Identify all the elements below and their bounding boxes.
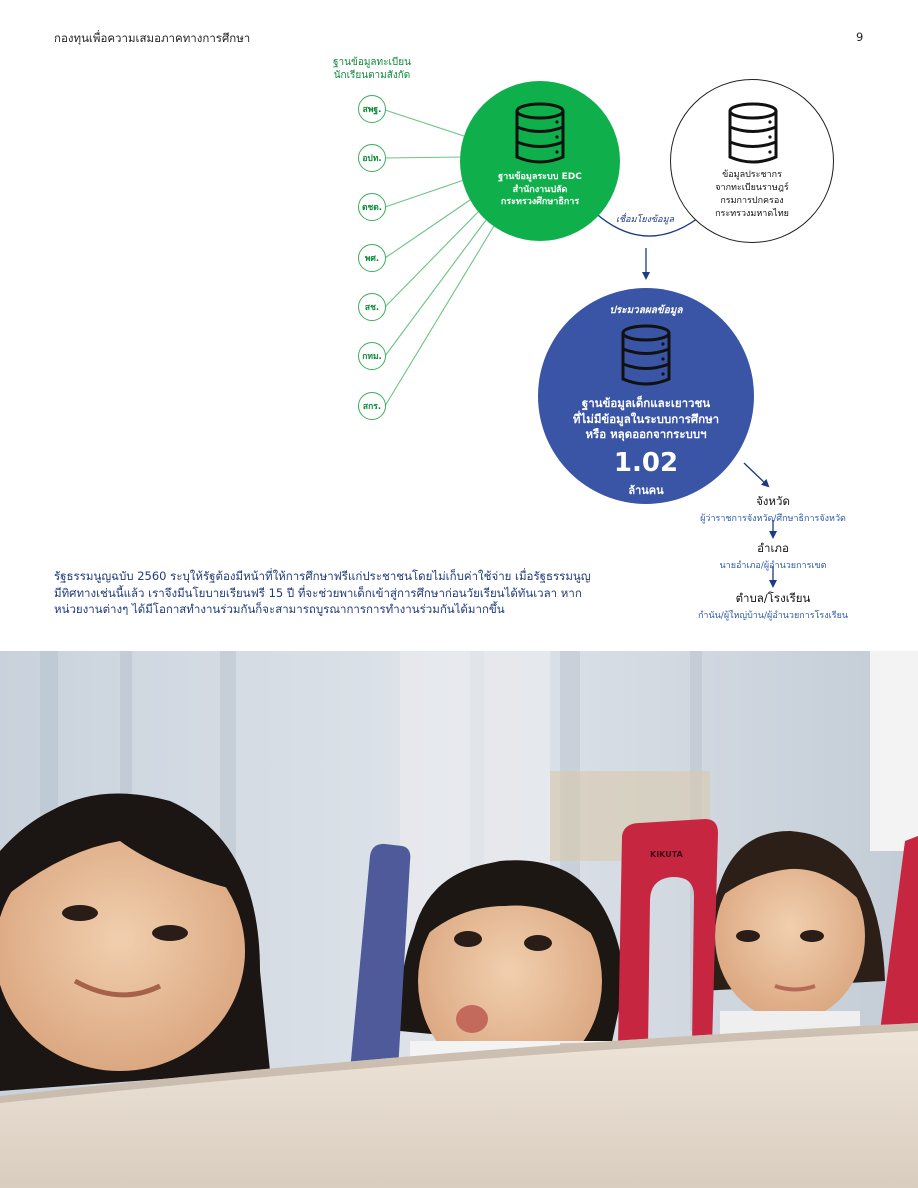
level-subtitle: นายอำเภอ/ผู้อำนวยการเขต [719, 561, 827, 571]
children-photo [0, 651, 918, 1188]
population-label: ข้อมูลประชากร จากทะเบียนราษฎร์ กรมการปกครอง กระทรวงมหาดไทย [715, 170, 789, 219]
bookend-label: KIKUTA [650, 850, 683, 859]
diag-arrow [744, 463, 768, 486]
processing-label: ประมวลผลข้อมูล [609, 305, 683, 316]
agency-node: กทม. [358, 342, 386, 370]
level-subtitle: กำนัน/ผู้ใหญ่บ้าน/ผู้อำนวยการโรงเรียน [697, 611, 848, 621]
link-label: เชื่อมโยงข้อมูล [615, 215, 675, 225]
database-icon [727, 102, 779, 166]
page-number: 9 [856, 30, 864, 44]
connector-line [385, 220, 486, 356]
edc-label: ฐานข้อมูลระบบ EDC สำนักงานปลัด กระทรวงศึกษาธิการ [498, 172, 582, 207]
agency-node: สพฐ. [358, 95, 386, 123]
connector-line [385, 200, 470, 258]
result-label: ฐานข้อมูลเด็กและเยาวชน ที่ไม่มีข้อมูลในระบบการศึกษา หรือ หลุดออกจากระบบฯ [572, 396, 720, 441]
level-title: อำเภอ [757, 541, 789, 555]
level-subtitle: ผู้ว่าราชการจังหวัด/ศึกษาธิการจังหวัด [700, 514, 846, 524]
database-icon [514, 102, 566, 166]
body-paragraph: รัฐธรรมนูญฉบับ 2560 ระบุให้รัฐต้องมีหน้าที่ให้การศึกษาฟรีแก่ประชาชนโดยไม่เก็บค่าใช้จ่าย เมื่อรัฐธรรมนูญ มีทิศทางเช่นนี้แล้ว เราจึงมีนโยบายเรียนฟรี 15 ปี ที่จะช่วยพาเด็กเข้าสู่การศึกษาก่อนวัยเรียนได้ทันเวลา หาก หน่วยงานต่างๆ ได้มีโอกาสทำงานร่วมกันก็จะสามารถบูรณาการการทำงานร่วมกันได้มากขึ้น [54, 569, 591, 616]
result-count: 1.02 [613, 448, 679, 478]
connector-line [385, 226, 494, 406]
connector-line [385, 157, 462, 158]
connector-line [385, 110, 464, 136]
connector-line [385, 180, 464, 207]
agency-node: อปท. [358, 144, 386, 172]
running-header: กองทุนเพื่อความเสมอภาคทางการศึกษา [54, 31, 251, 45]
level-title: ตำบล/โรงเรียน [735, 591, 811, 605]
agency-node: พศ. [358, 244, 386, 272]
source-title: ฐานข้อมูลทะเบียน นักเรียนตามสังกัด [333, 57, 411, 81]
result-unit: ล้านคน [628, 484, 664, 497]
level-district [653, 540, 893, 572]
level-province [653, 493, 893, 525]
agency-node: สช. [358, 293, 386, 321]
agency-node: ตชด. [358, 193, 386, 221]
agency-node: สกร. [358, 392, 386, 420]
level-subdistrict [653, 590, 893, 622]
database-icon [620, 324, 672, 388]
level-title: จังหวัด [756, 494, 790, 508]
